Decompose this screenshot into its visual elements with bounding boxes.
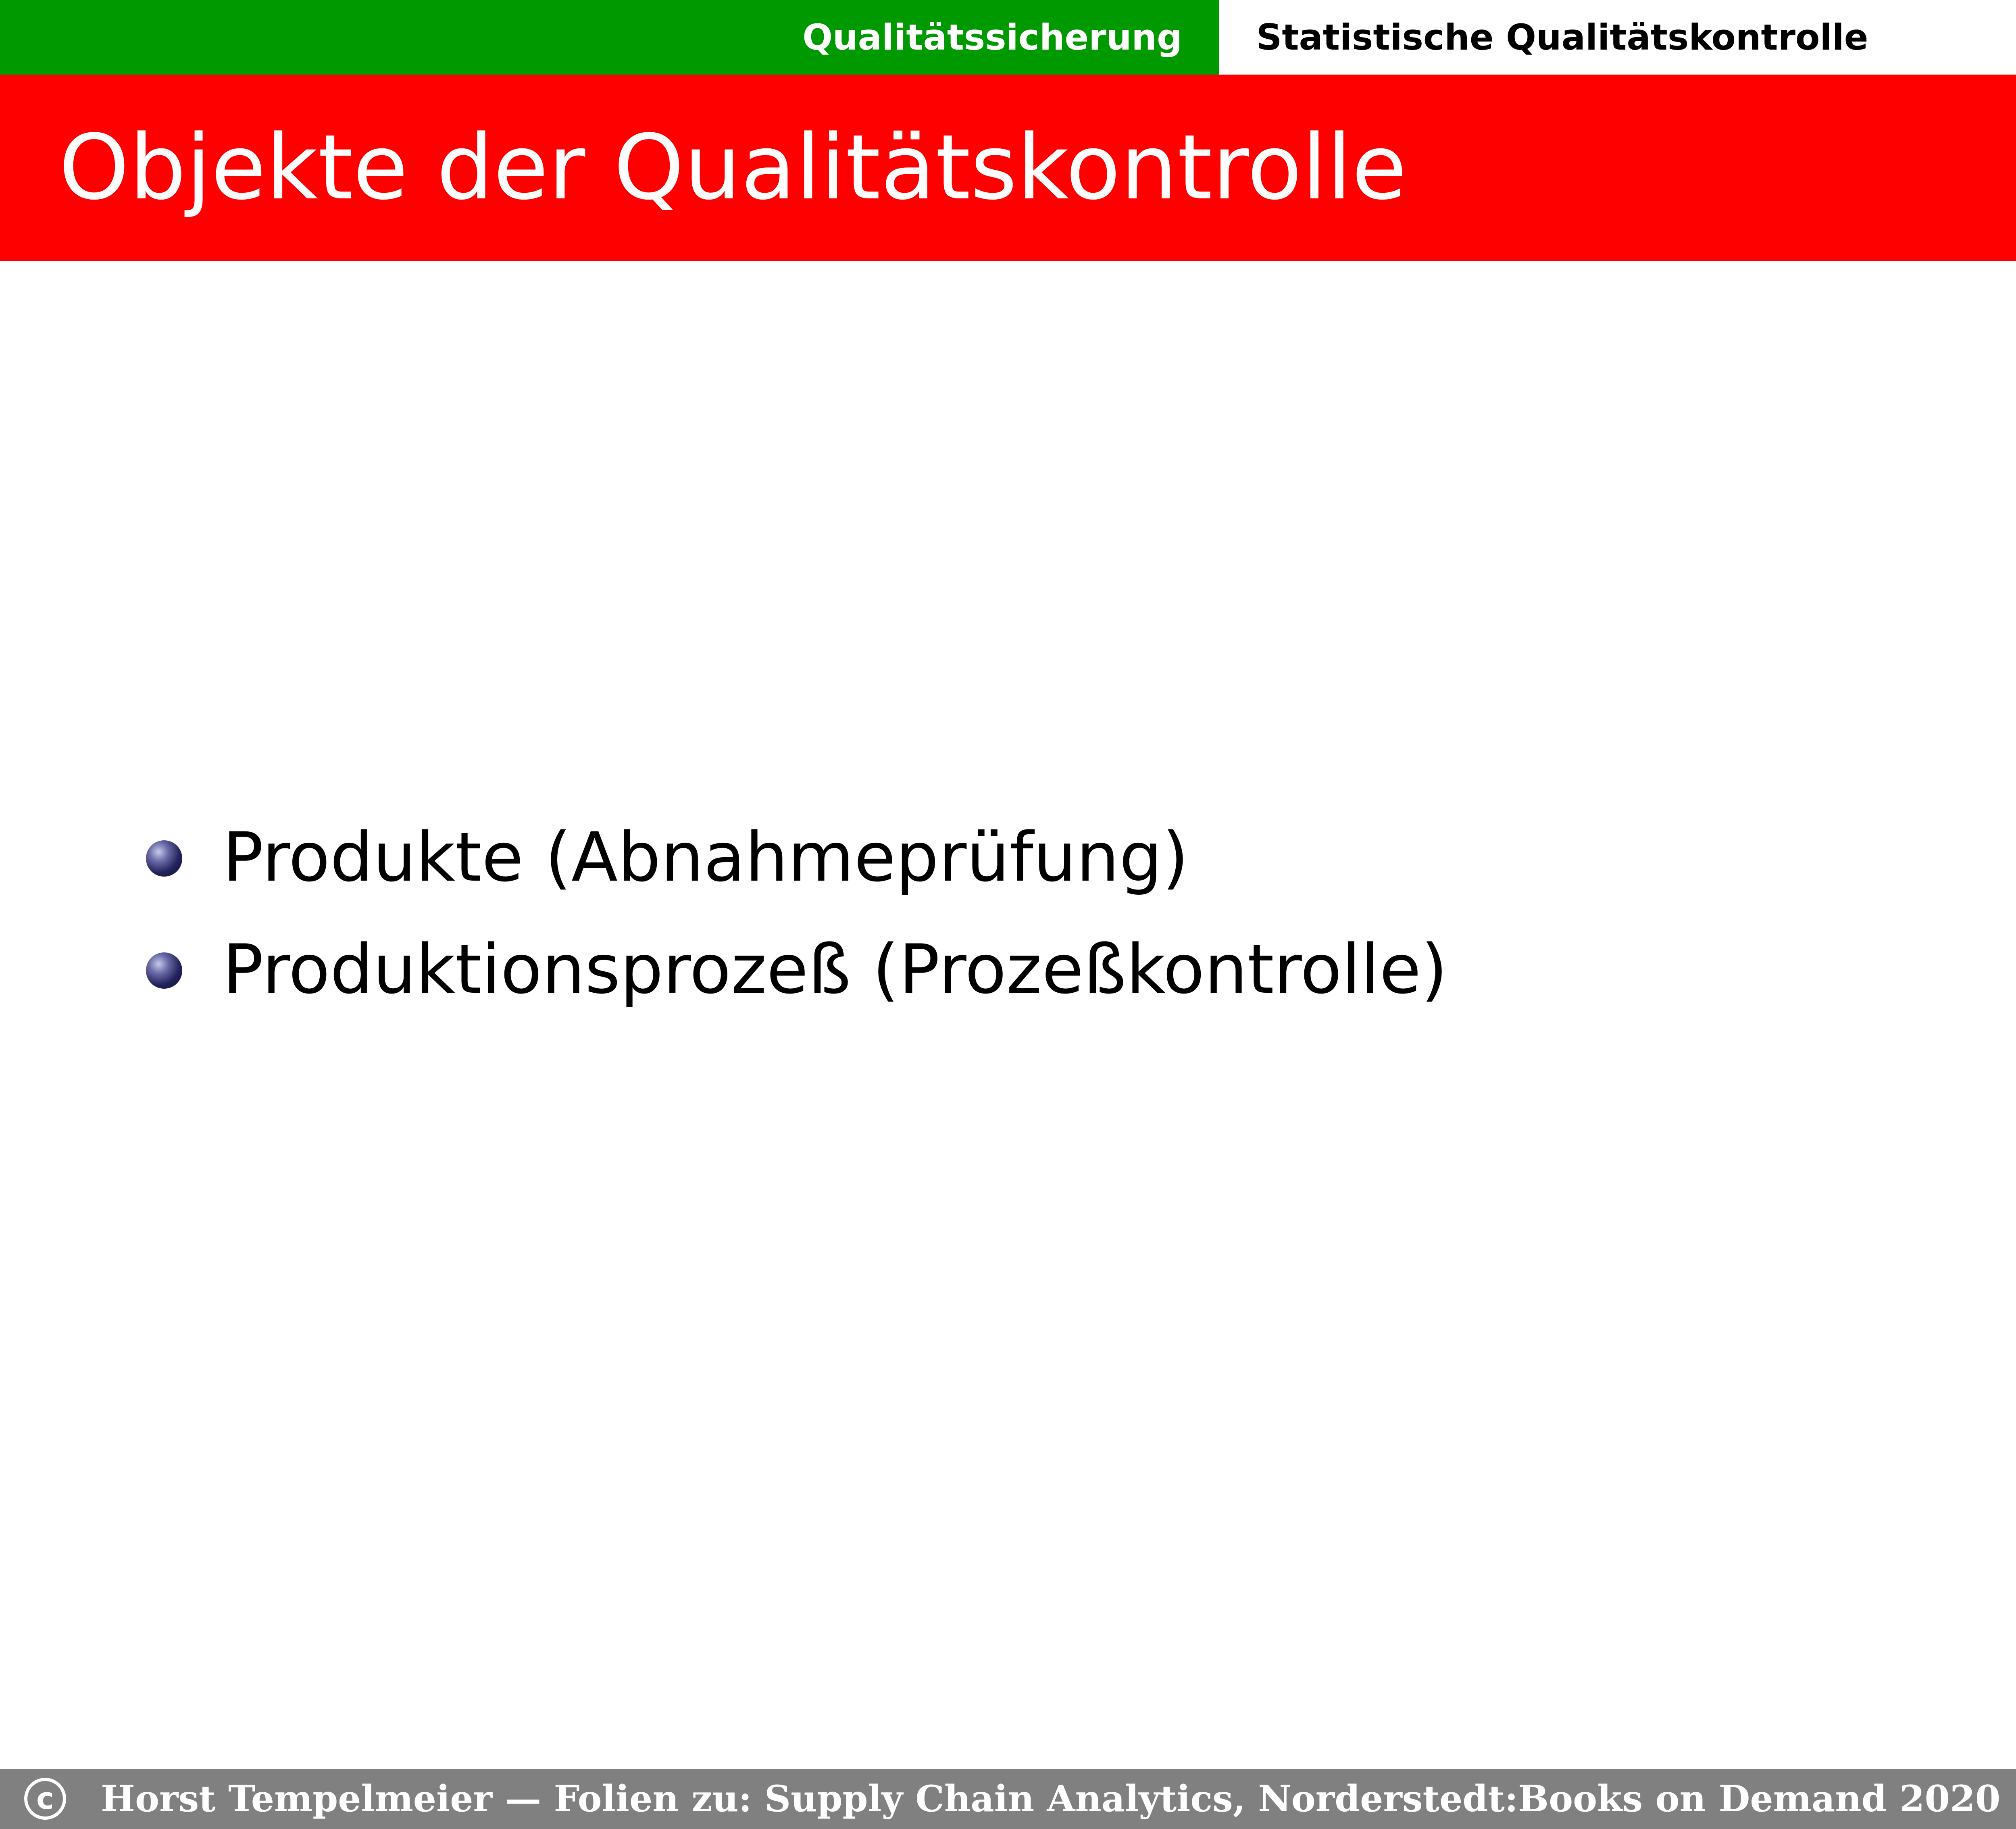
frame-title-bar — [0, 75, 2016, 261]
footer-text: Horst Tempelmeier — Folien zu: Supply Chain Analytics, Norderstedt:Books on Demand 2020 — [101, 1777, 2001, 1820]
bullet-text: Produktionsprozeß (Prozeßkontrolle) — [223, 930, 1448, 1009]
section-link[interactable]: Qualitätssicherung — [802, 17, 1182, 58]
bullet-text: Produkte (Abnahmeprüfung) — [223, 818, 1189, 897]
section-bar — [0, 0, 1219, 75]
ball-bullet-icon — [146, 840, 182, 877]
subsection-link[interactable]: Statistische Qualitätskontrolle — [1256, 17, 1868, 58]
slide-content — [0, 261, 2016, 1769]
footer — [0, 1769, 2016, 1829]
frame-title: Objekte der Qualitätskontrolle — [59, 116, 1407, 220]
ball-bullet-icon — [146, 952, 182, 989]
header-navigation — [0, 0, 2016, 75]
subsection-bar — [1219, 0, 2016, 75]
copyright-icon: c — [24, 1778, 66, 1820]
